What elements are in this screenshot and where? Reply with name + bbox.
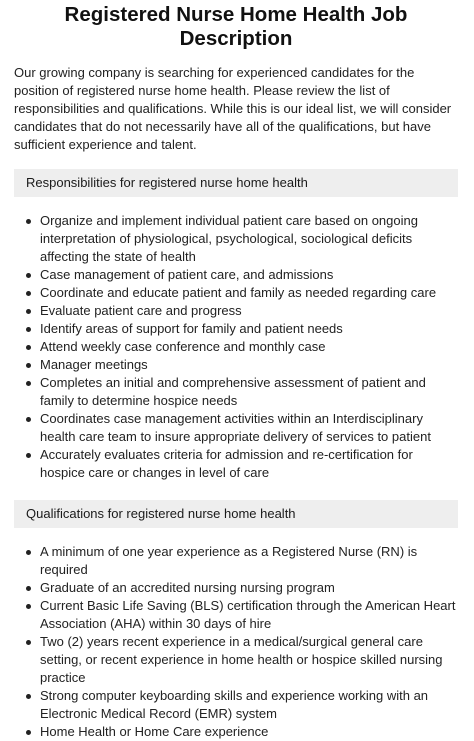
bullet-icon (26, 453, 31, 458)
list-item-text: Accurately evaluates criteria for admission and re-certification for hospice care or changes in level of care (40, 447, 413, 480)
bullet-icon (26, 327, 31, 332)
list-item-text: Attend weekly case conference and monthly case (40, 339, 326, 354)
list-item (40, 633, 458, 687)
bullet-icon (26, 550, 31, 555)
bullet-icon (26, 604, 31, 609)
list-item (40, 302, 458, 320)
bullet-icon (26, 586, 31, 591)
list-item-text: Organize and implement individual patient care based on ongoing interpretation of physiological, psychological, sociological deficits affecting the state of health (40, 213, 418, 264)
list-item-text: Current Basic Life Saving (BLS) certification through the American Heart Association (AHA) within 30 days of hire (40, 598, 456, 631)
list-item (40, 284, 458, 302)
list-item-text: Strong computer keyboarding skills and experience working with an Electronic Medical Record (EMR) system (40, 688, 429, 721)
list-item (40, 266, 458, 284)
list-item-text: Manager meetings (40, 357, 148, 372)
responsibilities-list (14, 212, 458, 482)
list-item (40, 320, 458, 338)
bullet-icon (26, 381, 31, 386)
list-item-text: A minimum of one year experience as a Registered Nurse (RN) is required (40, 544, 418, 577)
list-item-text: Coordinate and educate patient and family as needed regarding care (40, 285, 437, 300)
bullet-icon (26, 273, 31, 278)
bullet-icon (26, 640, 31, 645)
bullet-icon (26, 417, 31, 422)
list-item (40, 374, 458, 410)
list-item-text: Graduate of an accredited nursing nursing program (40, 580, 335, 595)
intro-paragraph: Our growing company is searching for experienced candidates for the position of registered nurse home health. Please review the list of responsibilities and qualifications. While this is our ideal list, we will consider candidates that do not necessarily have all of the qualifications, but have sufficient experience and talent. (14, 65, 452, 152)
list-item (40, 579, 458, 597)
list-item-text: Evaluate patient care and progress (40, 303, 242, 318)
list-item (40, 687, 458, 723)
bullet-icon (26, 219, 31, 224)
list-item-text: Home Health or Home Care experience (40, 724, 269, 739)
bullet-icon (26, 291, 31, 296)
list-item (40, 723, 458, 741)
bullet-icon (26, 730, 31, 735)
bullet-icon (26, 694, 31, 699)
list-item (40, 338, 458, 356)
list-item-text: Case management of patient care, and admissions (40, 267, 334, 282)
list-item (40, 356, 458, 374)
bullet-icon (26, 309, 31, 314)
list-item (40, 543, 458, 579)
list-item-text: Two (2) years recent experience in a medical/surgical general care setting, or recent experience in home health or hospice skilled nursing practice (40, 634, 443, 685)
list-item-text: Coordinates case management activities within an Interdisciplinary health care team to insure appropriate delivery of services to patient (40, 411, 431, 444)
responsibilities-section-header: Responsibilities for registered nurse home health (14, 169, 458, 197)
list-item (40, 410, 458, 446)
list-item (40, 446, 458, 482)
list-item (40, 212, 458, 266)
list-item-text: Completes an initial and comprehensive assessment of patient and family to determine hospice needs (40, 375, 426, 408)
bullet-icon (26, 345, 31, 350)
list-item-text: Identify areas of support for family and patient needs (40, 321, 343, 336)
qualifications-section-header: Qualifications for registered nurse home health (14, 500, 458, 528)
bullet-icon (26, 363, 31, 368)
page-title: Registered Nurse Home Health Job Description (64, 3, 408, 50)
list-item (40, 597, 458, 633)
qualifications-list (14, 543, 458, 741)
